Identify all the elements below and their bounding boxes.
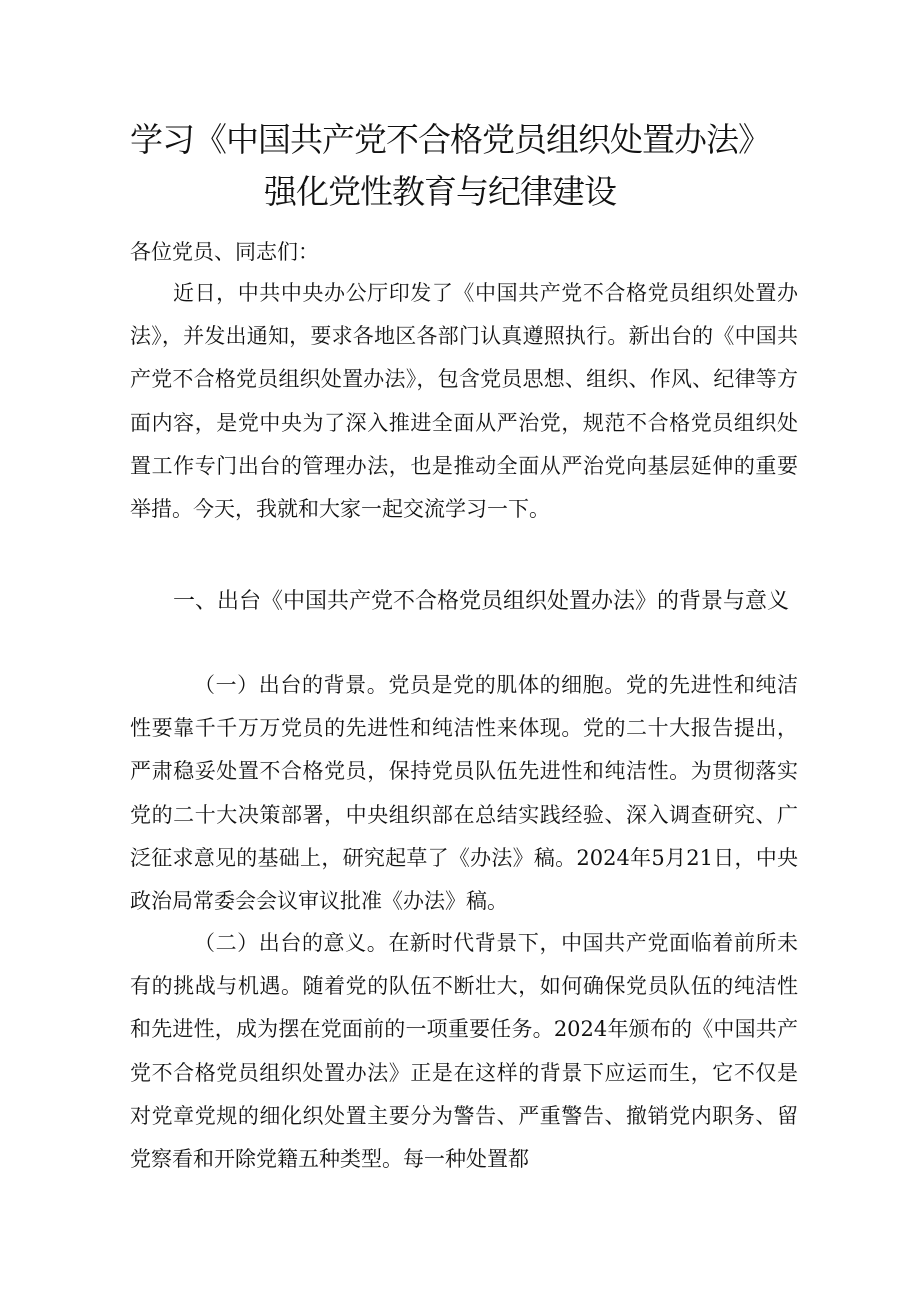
- document-title-line-2: 强化党性教育与纪律建设: [264, 172, 616, 211]
- intro-paragraph: 近日，中共中央办公厅印发了《中国共产党不合格党员组织处置办法》，并发出通知，要求各地区各部门认真遵照执行。新出台的《中国共产党不合格党员组织处置办法》，包含党员思想、组织、作风、纪律等方面内容，是党中央为了深入推进全面从严治党，规范不合格党员组织处置工作专门出台的管理办法，也是推动全面从严治党向基层延伸的重要举措。今天，我就和大家一起交流学习一下。: [130, 281, 798, 522]
- document-title-line-1: 学习《中国共产党不合格党员组织处置办法》: [130, 120, 770, 159]
- salutation: 各位党员、同志们：: [130, 240, 319, 264]
- section-1-part-1-paragraph: （一）出台的背景。党员是党的肌体的细胞。党的先进性和纯洁性要靠千千万万党员的先进性和纯洁性来体现。党的二十大报告提出，严肃稳妥处置不合格党员，保持党员队伍先进性和纯洁性。为贯彻落实党的二十大决策部署，中央组织部在总结实践经验、深入调查研究、广泛征求意见的基础上，研究起草了《办法》稿。2024年5月21日，中央政治局常委会会议审议批准《办法》稿。: [130, 673, 798, 914]
- section-1-heading: 一、出台《中国共产党不合格党员组织处置办法》的背景与意义: [173, 589, 790, 614]
- section-1-part-2-paragraph: （二）出台的意义。在新时代背景下，中国共产党面临着前所未有的挑战与机遇。随着党的队伍不断壮大，如何确保党员队伍的纯洁性和先进性，成为摆在党面前的一项重要任务。2024年颁布的《中国共产党不合格党员组织处置办法》正是在这样的背景下应运而生，它不仅是对党章党规的细化织处置主要分为警告、严重警告、撤销党内职务、留党察看和开除党籍五种类型。每一种处置都: [130, 931, 798, 1172]
